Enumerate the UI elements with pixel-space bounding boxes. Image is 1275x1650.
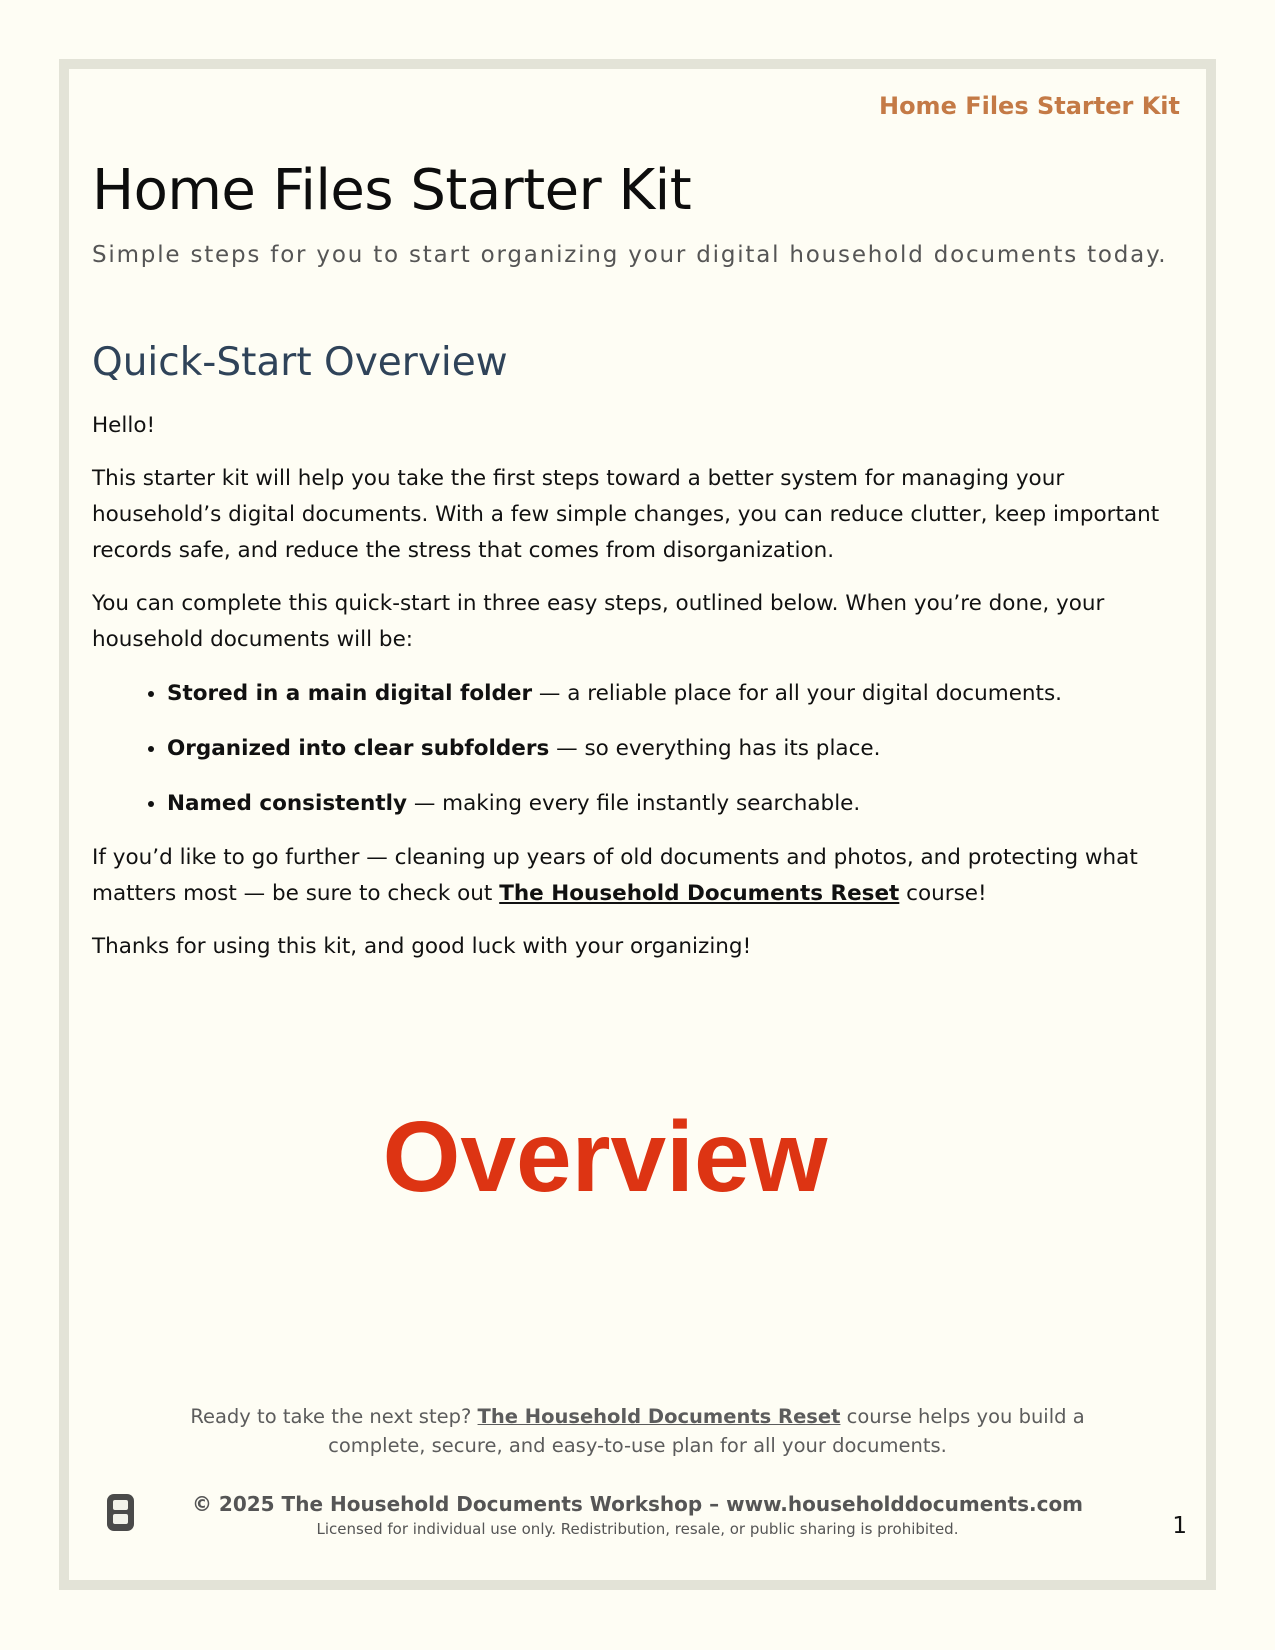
steps-intro-paragraph: You can complete this quick-start in three easy steps, outlined below. When you’re done, your household documents will be: <box>92 591 1105 652</box>
copyright-line: © 2025 The Household Documents Workshop – www.householddocuments.com <box>191 1492 1084 1516</box>
course-link[interactable]: The Household Documents Reset <box>499 881 900 906</box>
list-item-bold: Organized into clear subfolders <box>167 736 550 761</box>
running-header: Home Files Starter Kit <box>878 92 1180 120</box>
page-subtitle: Simple steps for you to start organizing your digital household documents today. <box>92 242 1168 268</box>
list-item-text: — making every file instantly searchable. <box>406 791 861 816</box>
page-title: Home Files Starter Kit <box>92 158 692 223</box>
section-heading: Quick-Start Overview <box>92 340 508 385</box>
footer-cta <box>150 1402 1125 1460</box>
footer-cta-text: Ready to take the next step? <box>190 1405 478 1428</box>
section-body <box>92 408 1182 982</box>
list-item-text: — a reliable place for all your digital documents. <box>532 681 1063 706</box>
page-number: 1 <box>1172 1513 1187 1539</box>
further-text-end: course! <box>899 881 987 906</box>
list-item-bold: Stored in a main digital folder <box>167 681 533 706</box>
footer-cta-text-end: course helps you build a complete, secure, and easy-to-use plan for all your documents. <box>328 1405 1085 1457</box>
list-item-text: — so everything has its place. <box>549 736 881 761</box>
outcome-list <box>92 675 1182 822</box>
further-text: If you’d like to go further — cleaning up years of old documents and photos, and protecting what matters most — be sure to check out <box>92 845 1138 906</box>
list-item-bold: Named consistently <box>167 791 407 816</box>
further-paragraph <box>92 840 1182 912</box>
greeting-paragraph: Hello! <box>92 413 156 438</box>
list-item <box>167 785 1182 822</box>
list-item <box>167 675 1182 712</box>
list-item <box>167 730 1182 767</box>
intro-paragraph: This starter kit will help you take the first steps toward a better system for managing your household’s digital documents. With a few simple changes, you can reduce clutter, keep important records safe, and reduce the stress that comes from disorganization. <box>92 466 1160 563</box>
license-line: Licensed for individual use only. Redistribution, resale, or public sharing is prohibited. <box>316 1520 959 1538</box>
thanks-paragraph: Thanks for using this kit, and good luck with your organizing! <box>92 934 752 959</box>
footer-course-link[interactable]: The Household Documents Reset <box>477 1405 841 1428</box>
overview-stamp: Overview <box>382 1101 828 1213</box>
